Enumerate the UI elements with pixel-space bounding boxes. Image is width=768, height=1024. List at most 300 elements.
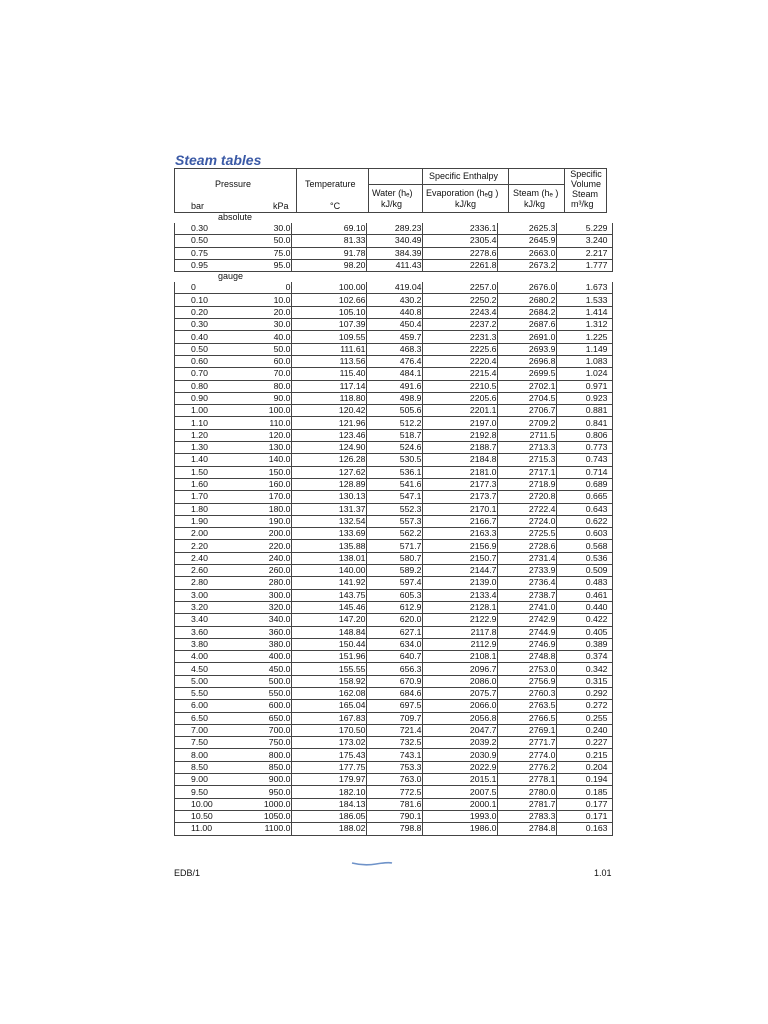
table-cell: 113.56 (291, 355, 366, 367)
table-cell: 0.30 (175, 319, 215, 331)
table-cell: 4.00 (175, 651, 215, 663)
header-water: Water (hₑ) (372, 188, 413, 198)
table-cell: 2691.0 (497, 331, 556, 343)
table-row (175, 626, 613, 638)
table-cell: 4.50 (175, 663, 215, 675)
table-cell: 380.0 (215, 638, 292, 650)
header-volume-unit: m³/kg (571, 199, 594, 209)
table-cell: 2704.5 (497, 392, 556, 404)
table-cell: 2231.3 (422, 331, 497, 343)
header-pressure: Pressure (215, 179, 252, 189)
table-cell: 491.6 (366, 380, 422, 392)
table-cell: 612.9 (366, 601, 422, 613)
table-cell: 1.90 (175, 515, 215, 527)
group-label-gauge (174, 272, 607, 282)
table-cell: 1100.0 (215, 823, 292, 835)
table-cell: 2771.7 (497, 737, 556, 749)
table-cell: 0.422 (556, 614, 612, 626)
table-cell: 2163.3 (422, 528, 497, 540)
table-row (175, 601, 613, 613)
table-cell: 721.4 (366, 724, 422, 736)
table-cell: 0.70 (175, 368, 215, 380)
table-row (175, 540, 613, 552)
table-cell: 2744.9 (497, 626, 556, 638)
table-cell: 2718.9 (497, 478, 556, 490)
table-cell: 384.39 (366, 247, 422, 259)
table-cell: 2039.2 (422, 737, 497, 749)
table-cell: 900.0 (215, 774, 292, 786)
table-cell: 2763.5 (497, 700, 556, 712)
table-cell: 2144.7 (422, 565, 497, 577)
table-cell: 1.20 (175, 429, 215, 441)
table-cell: 2066.0 (422, 700, 497, 712)
table-cell: 2784.8 (497, 823, 556, 835)
table-cell: 2741.0 (497, 601, 556, 613)
table-cell: 2188.7 (422, 442, 497, 454)
table-cell: 9.50 (175, 786, 215, 798)
table-cell: 2.217 (556, 247, 612, 259)
table-cell: 1.40 (175, 454, 215, 466)
table-row (175, 712, 613, 724)
table-cell: 0.971 (556, 380, 612, 392)
table-cell: 0.227 (556, 737, 612, 749)
table-cell: 0.292 (556, 687, 612, 699)
table-cell: 100.0 (215, 405, 292, 417)
table-cell: 2693.9 (497, 343, 556, 355)
table-cell: 400.0 (215, 651, 292, 663)
table-cell: 1.149 (556, 343, 612, 355)
table-cell: 2305.4 (422, 235, 497, 247)
table-cell: 150.44 (291, 638, 366, 650)
table-cell: 3.00 (175, 589, 215, 601)
table-row (175, 724, 613, 736)
table-cell: 280.0 (215, 577, 292, 589)
header-evaporation-unit: kJ/kg (455, 199, 477, 209)
table-cell: 2197.0 (422, 417, 497, 429)
table-cell: 0.75 (175, 247, 215, 259)
header-kpa: kPa (273, 201, 289, 211)
table-cell: 2170.1 (422, 503, 497, 515)
table-cell: 0 (175, 282, 215, 294)
table-cell: 2225.6 (422, 343, 497, 355)
table-row (175, 675, 613, 687)
table-cell: 175.43 (291, 749, 366, 761)
table-cell: 130.0 (215, 442, 292, 454)
table-cell: 69.10 (291, 223, 366, 235)
absolute-rows (174, 223, 613, 272)
table-cell: 2184.8 (422, 454, 497, 466)
table-cell: 155.55 (291, 663, 366, 675)
table-cell: 131.37 (291, 503, 366, 515)
table-cell: 697.5 (366, 700, 422, 712)
table-cell: 200.0 (215, 528, 292, 540)
table-cell: 0.603 (556, 528, 612, 540)
table-cell: 430.2 (366, 294, 422, 306)
table-cell: 1000.0 (215, 798, 292, 810)
table-row (175, 429, 613, 441)
table-cell: 3.40 (175, 614, 215, 626)
table-cell: 850.0 (215, 761, 292, 773)
table-cell: 505.6 (366, 405, 422, 417)
table-row (175, 319, 613, 331)
table-row (175, 651, 613, 663)
table-cell: 10.50 (175, 810, 215, 822)
table-cell: 459.7 (366, 331, 422, 343)
table-cell: 557.3 (366, 515, 422, 527)
table-row (175, 259, 613, 271)
table-row (175, 478, 613, 490)
table-cell: 0 (215, 282, 292, 294)
table-cell: 0.643 (556, 503, 612, 515)
table-cell: 530.5 (366, 454, 422, 466)
table-cell: 0.194 (556, 774, 612, 786)
table-cell: 0.568 (556, 540, 612, 552)
table-cell: 2075.7 (422, 687, 497, 699)
table-cell: 0.881 (556, 405, 612, 417)
table-cell: 2738.7 (497, 589, 556, 601)
table-cell: 0.204 (556, 761, 612, 773)
table-cell: 118.80 (291, 392, 366, 404)
table-cell: 1986.0 (422, 823, 497, 835)
table-cell: 2096.7 (422, 663, 497, 675)
table-cell: 2257.0 (422, 282, 497, 294)
table-cell: 1.533 (556, 294, 612, 306)
table-row (175, 294, 613, 306)
table-cell: 0.255 (556, 712, 612, 724)
table-cell: 91.78 (291, 247, 366, 259)
table-row (175, 749, 613, 761)
table-cell: 2781.7 (497, 798, 556, 810)
table-cell: 11.00 (175, 823, 215, 835)
table-cell: 605.3 (366, 589, 422, 601)
header-specific-volume: Specific Volume (570, 169, 602, 189)
table-cell: 50.0 (215, 343, 292, 355)
table-cell: 541.6 (366, 478, 422, 490)
table-cell: 468.3 (366, 343, 422, 355)
table-cell: 190.0 (215, 515, 292, 527)
table-cell: 2736.4 (497, 577, 556, 589)
table-cell: 120.0 (215, 429, 292, 441)
table-cell: 0.773 (556, 442, 612, 454)
table-cell: 0.509 (556, 565, 612, 577)
table-cell: 2724.0 (497, 515, 556, 527)
table-row (175, 565, 613, 577)
table-cell: 1.777 (556, 259, 612, 271)
table-cell: 20.0 (215, 306, 292, 318)
table-cell: 2676.0 (497, 282, 556, 294)
table-cell: 0.374 (556, 651, 612, 663)
table-cell: 188.02 (291, 823, 366, 835)
table-cell: 160.0 (215, 478, 292, 490)
table-row (175, 368, 613, 380)
table-cell: 81.33 (291, 235, 366, 247)
table-cell: 0.50 (175, 343, 215, 355)
table-cell: 2205.6 (422, 392, 497, 404)
table-cell: 512.2 (366, 417, 422, 429)
table-cell: 173.02 (291, 737, 366, 749)
table-cell: 170.0 (215, 491, 292, 503)
table-cell: 128.89 (291, 478, 366, 490)
table-cell: 95.0 (215, 259, 292, 271)
table-cell: 145.46 (291, 601, 366, 613)
table-cell: 2731.4 (497, 552, 556, 564)
table-cell: 2684.2 (497, 306, 556, 318)
table-cell: 0.389 (556, 638, 612, 650)
table-cell: 2108.1 (422, 651, 497, 663)
table-cell: 800.0 (215, 749, 292, 761)
table-cell: 0.163 (556, 823, 612, 835)
table-row (175, 282, 613, 294)
table-cell: 2753.0 (497, 663, 556, 675)
table-cell: 90.0 (215, 392, 292, 404)
table-cell: 60.0 (215, 355, 292, 367)
table-row (175, 306, 613, 318)
table-cell: 1.225 (556, 331, 612, 343)
table-cell: 1.673 (556, 282, 612, 294)
table-cell: 2.60 (175, 565, 215, 577)
table-cell: 10.0 (215, 294, 292, 306)
table-row (175, 810, 613, 822)
table-cell: 0.95 (175, 259, 215, 271)
table-cell: 0.536 (556, 552, 612, 564)
table-cell: 2756.9 (497, 675, 556, 687)
table-cell: 0.90 (175, 392, 215, 404)
table-row (175, 638, 613, 650)
table-cell: 105.10 (291, 306, 366, 318)
table-cell: 177.75 (291, 761, 366, 773)
table-cell: 180.0 (215, 503, 292, 515)
table-cell: 2625.3 (497, 223, 556, 235)
table-cell: 0.60 (175, 355, 215, 367)
table-cell: 634.0 (366, 638, 422, 650)
table-cell: 3.80 (175, 638, 215, 650)
table-cell: 0.622 (556, 515, 612, 527)
table-cell: 6.50 (175, 712, 215, 724)
table-cell: 2128.1 (422, 601, 497, 613)
table-cell: 547.1 (366, 491, 422, 503)
table-cell: 1.30 (175, 442, 215, 454)
header-steam: Steam (hₑ ) (513, 188, 559, 198)
table-cell: 5.00 (175, 675, 215, 687)
header-specific-enthalpy: Specific Enthalpy (429, 171, 499, 181)
table-cell: 2336.1 (422, 223, 497, 235)
table-cell: 5.50 (175, 687, 215, 699)
table-row (175, 552, 613, 564)
table-row (175, 786, 613, 798)
table-cell: 186.05 (291, 810, 366, 822)
table-cell: 2725.5 (497, 528, 556, 540)
table-cell: 2210.5 (422, 380, 497, 392)
table-cell: 2699.5 (497, 368, 556, 380)
table-cell: 111.61 (291, 343, 366, 355)
table-cell: 2177.3 (422, 478, 497, 490)
table-cell: 0.215 (556, 749, 612, 761)
table-cell: 141.92 (291, 577, 366, 589)
header-bar: bar (191, 201, 205, 211)
table-cell: 950.0 (215, 786, 292, 798)
table-cell: 0.714 (556, 466, 612, 478)
table-header (174, 168, 607, 213)
steam-table (174, 168, 607, 836)
table-cell: 627.1 (366, 626, 422, 638)
table-cell: 524.6 (366, 442, 422, 454)
page-title: Steam tables (175, 152, 262, 168)
table-cell: 500.0 (215, 675, 292, 687)
table-cell: 147.20 (291, 614, 366, 626)
table-cell: 2.80 (175, 577, 215, 589)
table-cell: 130.13 (291, 491, 366, 503)
table-cell: 340.49 (366, 235, 422, 247)
table-cell: 798.8 (366, 823, 422, 835)
table-cell: 0.806 (556, 429, 612, 441)
table-cell: 700.0 (215, 724, 292, 736)
table-row (175, 589, 613, 601)
table-cell: 120.42 (291, 405, 366, 417)
table-cell: 140.0 (215, 454, 292, 466)
table-cell: 2717.1 (497, 466, 556, 478)
table-cell: 2702.1 (497, 380, 556, 392)
table-cell: 2047.7 (422, 724, 497, 736)
table-row (175, 663, 613, 675)
table-cell: 9.00 (175, 774, 215, 786)
table-cell: 600.0 (215, 700, 292, 712)
table-cell: 0.665 (556, 491, 612, 503)
table-cell: 138.01 (291, 552, 366, 564)
table-cell: 162.08 (291, 687, 366, 699)
table-cell: 2000.1 (422, 798, 497, 810)
table-cell: 2056.8 (422, 712, 497, 724)
table-cell: 419.04 (366, 282, 422, 294)
table-cell: 3.60 (175, 626, 215, 638)
table-cell: 2278.6 (422, 247, 497, 259)
table-row (175, 405, 613, 417)
table-cell: 440.8 (366, 306, 422, 318)
table-cell: 1.60 (175, 478, 215, 490)
table-cell: 1.80 (175, 503, 215, 515)
table-cell: 0.743 (556, 454, 612, 466)
table-cell: 2748.8 (497, 651, 556, 663)
table-cell: 2713.3 (497, 442, 556, 454)
header-deg-c: °C (330, 201, 341, 211)
table-cell: 150.0 (215, 466, 292, 478)
table-cell: 0.40 (175, 331, 215, 343)
table-cell: 2237.2 (422, 319, 497, 331)
table-cell: 0.185 (556, 786, 612, 798)
table-cell: 732.5 (366, 737, 422, 749)
table-cell: 2687.6 (497, 319, 556, 331)
table-cell: 498.9 (366, 392, 422, 404)
header-evaporation: Evaporation (hₑg ) (426, 188, 499, 198)
table-cell: 0.80 (175, 380, 215, 392)
table-cell: 1.083 (556, 355, 612, 367)
table-cell: 300.0 (215, 589, 292, 601)
table-cell: 772.5 (366, 786, 422, 798)
table-cell: 743.1 (366, 749, 422, 761)
table-cell: 536.1 (366, 466, 422, 478)
table-cell: 450.4 (366, 319, 422, 331)
table-cell: 140.00 (291, 565, 366, 577)
table-cell: 10.00 (175, 798, 215, 810)
table-cell: 2173.7 (422, 491, 497, 503)
table-cell: 98.20 (291, 259, 366, 271)
table-cell: 1050.0 (215, 810, 292, 822)
table-row (175, 235, 613, 247)
table-cell: 790.1 (366, 810, 422, 822)
table-cell: 562.2 (366, 528, 422, 540)
table-cell: 571.7 (366, 540, 422, 552)
table-cell: 30.0 (215, 223, 292, 235)
table-cell: 2201.1 (422, 405, 497, 417)
table-cell: 2746.9 (497, 638, 556, 650)
table-cell: 0.923 (556, 392, 612, 404)
table-cell: 80.0 (215, 380, 292, 392)
table-cell: 2706.7 (497, 405, 556, 417)
table-cell: 0.177 (556, 798, 612, 810)
table-cell: 124.90 (291, 442, 366, 454)
table-cell: 2783.3 (497, 810, 556, 822)
table-cell: 1.024 (556, 368, 612, 380)
table-row (175, 761, 613, 773)
table-cell: 2.00 (175, 528, 215, 540)
table-cell: 670.9 (366, 675, 422, 687)
table-row (175, 687, 613, 699)
table-cell: 2715.3 (497, 454, 556, 466)
table-cell: 70.0 (215, 368, 292, 380)
table-row (175, 442, 613, 454)
table-cell: 0.30 (175, 223, 215, 235)
table-cell: 0.440 (556, 601, 612, 613)
table-cell: 240.0 (215, 552, 292, 564)
gauge-rows (174, 282, 613, 835)
table-cell: 167.83 (291, 712, 366, 724)
table-cell: 2663.0 (497, 247, 556, 259)
table-cell: 2030.9 (422, 749, 497, 761)
table-row (175, 774, 613, 786)
table-cell: 184.13 (291, 798, 366, 810)
table-row (175, 491, 613, 503)
table-cell: 0.20 (175, 306, 215, 318)
table-row (175, 355, 613, 367)
table-cell: 2769.1 (497, 724, 556, 736)
gauge-label: gauge (218, 271, 244, 282)
table-cell: 1993.0 (422, 810, 497, 822)
table-cell: 411.43 (366, 259, 422, 271)
table-cell: 8.00 (175, 749, 215, 761)
table-cell: 2673.2 (497, 259, 556, 271)
table-cell: 75.0 (215, 247, 292, 259)
table-cell: 2760.3 (497, 687, 556, 699)
table-cell: 580.7 (366, 552, 422, 564)
table-cell: 2139.0 (422, 577, 497, 589)
pen-stroke-mark (350, 858, 394, 868)
table-cell: 2250.2 (422, 294, 497, 306)
table-cell: 476.4 (366, 355, 422, 367)
table-cell: 5.229 (556, 223, 612, 235)
table-row (175, 823, 613, 835)
table-cell: 158.92 (291, 675, 366, 687)
table-cell: 179.97 (291, 774, 366, 786)
table-cell: 133.69 (291, 528, 366, 540)
table-cell: 0.315 (556, 675, 612, 687)
table-row (175, 380, 613, 392)
table-cell: 1.50 (175, 466, 215, 478)
table-cell: 2192.8 (422, 429, 497, 441)
table-cell: 750.0 (215, 737, 292, 749)
table-cell: 7.00 (175, 724, 215, 736)
table-cell: 151.96 (291, 651, 366, 663)
table-cell: 8.50 (175, 761, 215, 773)
table-cell: 100.00 (291, 282, 366, 294)
